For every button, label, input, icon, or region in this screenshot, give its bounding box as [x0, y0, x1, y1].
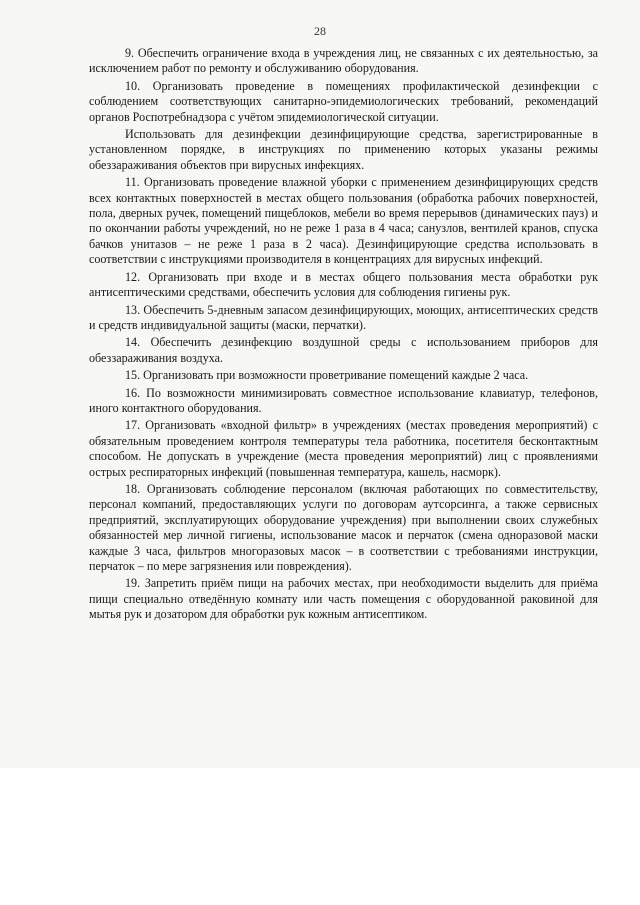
paragraph-item-13: 13. Обеспечить 5-дневным запасом дезинфицирующих, моющих, антисептических средств и средств индивидуальной защиты (маски, перчатки).	[89, 302, 598, 332]
page-number: 28	[314, 24, 326, 38]
paragraph-item-12: 12. Организовать при входе и в местах общего пользования места обработки рук антисептическими средствами, обеспечить условия для соблюдения гигиены рук.	[89, 269, 598, 300]
blank-area	[0, 768, 640, 905]
paragraph-item-11: 11. Организовать проведение влажной уборки с применением дезинфицирующих средств всех контактных поверхностей в местах общего пользования (обработка рабочих поверхностей, пола, дверных ручек, помещений пищеблоков, мебели во время перерывов (динамических пауз) и по окончании работы учреждений, но не реже 1 раза в 4 часа; санузлов, вентилей кранов, спуска бачков унитазов – не реже 1 раза в 2 часа). Дезинфицирующие средства использовать в соответствии с инструкциями производителя в концентрациях для вирусных инфекций.	[89, 175, 598, 267]
paragraph-item-18: 18. Организовать соблюдение персоналом (включая работающих по совместительству, персонал компаний, предоставляющих услуги по договорам аутсорсинга, а также сервисных предприятий, эксплуатирующих оборудование учреждения) при выполнении своих служебных обязанностей мер личной гигиены, использование масок и перчаток (смена одноразовой маски каждые 3 часа, фильтров многоразовых масок – в соответствии с требованиями инструкции, перчаток – по мере загрязнения или повреждения).	[89, 481, 598, 573]
paragraph-item-9: 9. Обеспечить ограничение входа в учреждения лиц, не связанных с их деятельностью, за исключением работ по ремонту и обслуживанию оборудования.	[89, 46, 598, 76]
paragraph-item-19: 19. Запретить приём пищи на рабочих местах, при необходимости выделить для приёма пищи специально отведённую комнату или часть помещения с оборудованной раковиной для мытья рук и дозатором для обработки рук кожным антисептиком.	[89, 576, 598, 622]
paragraph-item-14: 14. Обеспечить дезинфекцию воздушной среды с использованием приборов для обеззараживания воздуха.	[89, 335, 598, 365]
paragraph-disinfectants: Использовать для дезинфекции дезинфицирующие средства, зарегистрированные в установленном порядке, в инструкциях по применению которых указаны режимы обеззараживания объектов при вирусных инфекциях.	[89, 127, 598, 172]
document-body	[89, 46, 598, 623]
paragraph-item-17: 17. Организовать «входной фильтр» в учреждениях (местах проведения мероприятий) с обязательным проведением контроля температуры тела работника, посетителя бесконтактным способом. Не допускать в учреждение (места проведения мероприятий) лиц с проявлениями острых респираторных инфекций (повышенная температура, кашель, насморк).	[89, 418, 598, 479]
paragraph-item-10: 10. Организовать проведение в помещениях профилактической дезинфекции с соблюдением соответствующих санитарно-эпидемиологических требований, рекомендаций органов Роспотребнадзора с учётом эпидемиологической ситуации.	[89, 78, 598, 124]
paragraph-item-15: 15. Организовать при возможности проветривание помещений каждые 2 часа.	[125, 368, 529, 383]
paragraph-item-16: 16. По возможности минимизировать совместное использование клавиатур, телефонов, иного контактного оборудования.	[89, 385, 598, 415]
